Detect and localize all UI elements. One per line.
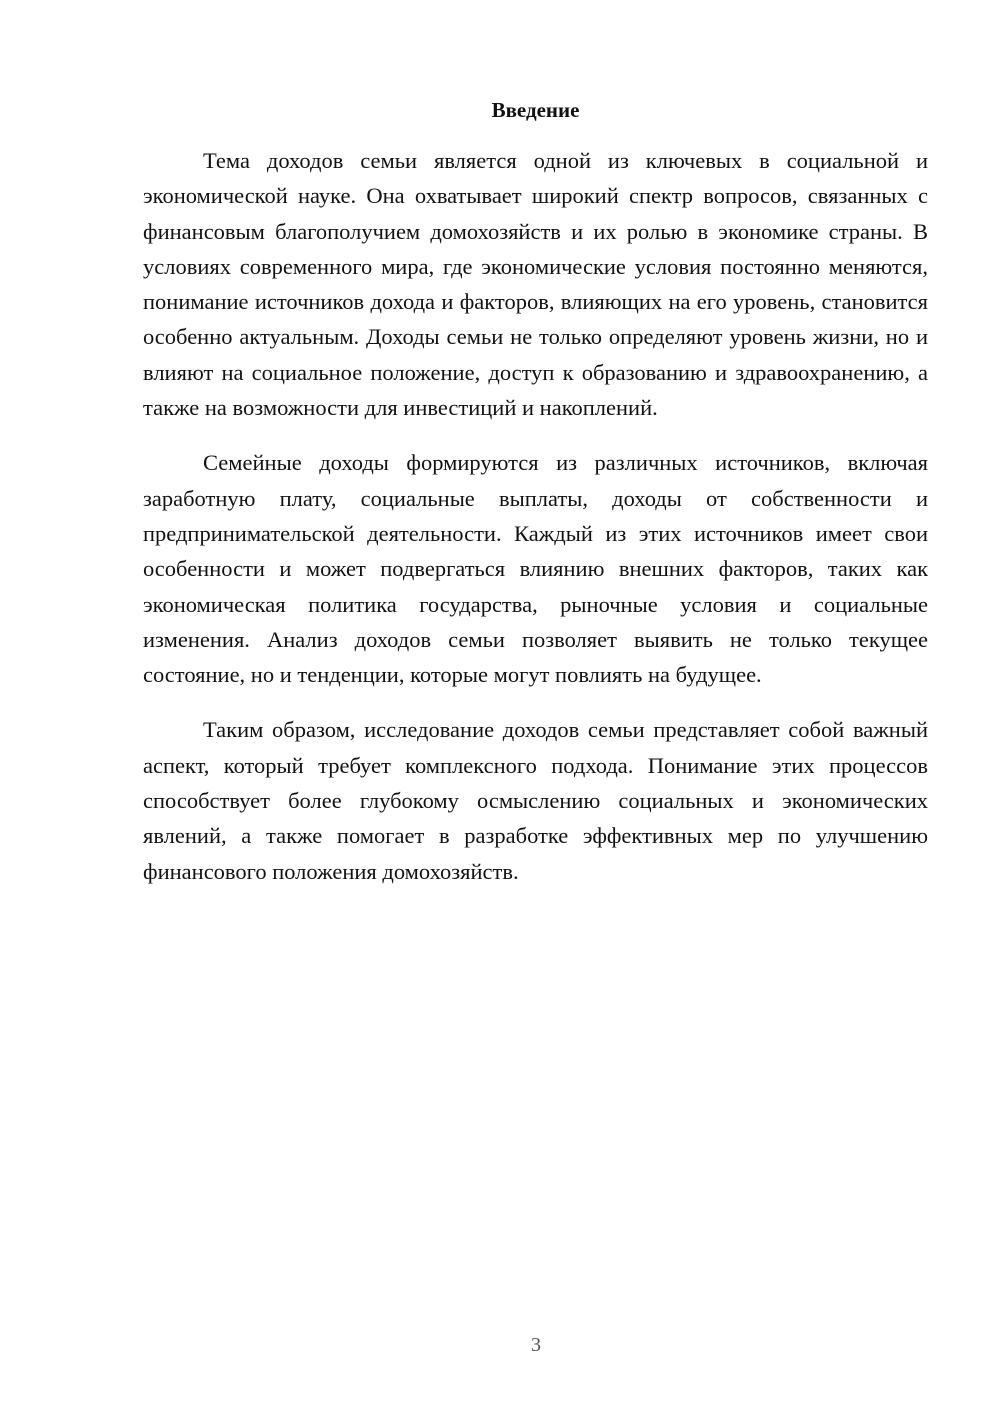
- paragraph-3: Таким образом, исследование доходов семьи представляет собой важный аспект, который требует комплексного подхода. Понимание этих процессов способствует более глубокому осмыслению социальных и экономических явлений, а также помогает в разработке эффективных мер по улучшению финансового положения домохозяйств.: [143, 717, 928, 884]
- section-heading: Введение: [491, 98, 580, 122]
- paragraph-1: Тема доходов семьи является одной из ключевых в социальной и экономической науке. Она охватывает широкий спектр вопросов, связанных с финансовым благополучием домохозяйств и их ролью в экономике страны. В условиях современного мира, где экономические условия постоянно меняются, понимание источников дохода и факторов, влияющих на его уровень, становится особенно актуальным. Доходы семьи не только определяют уровень жизни, но и влияют на социальное положение, доступ к образованию и здравоохранению, а также на возможности для инвестиций и накоплений.: [143, 148, 928, 421]
- page-number: 3: [531, 1334, 541, 1356]
- paragraph-2: Семейные доходы формируются из различных источников, включая заработную плату, социальные выплаты, доходы от собственности и предпринимательской деятельности. Каждый из этих источников имеет свои особенности и может подвергаться влиянию внешних факторов, таких как экономическая политика государства, рыночные условия и социальные изменения. Анализ доходов семьи позволяет выявить не только текущее состояние, но и тенденции, которые могут повлиять на будущее.: [143, 450, 928, 688]
- document-body: [143, 93, 928, 909]
